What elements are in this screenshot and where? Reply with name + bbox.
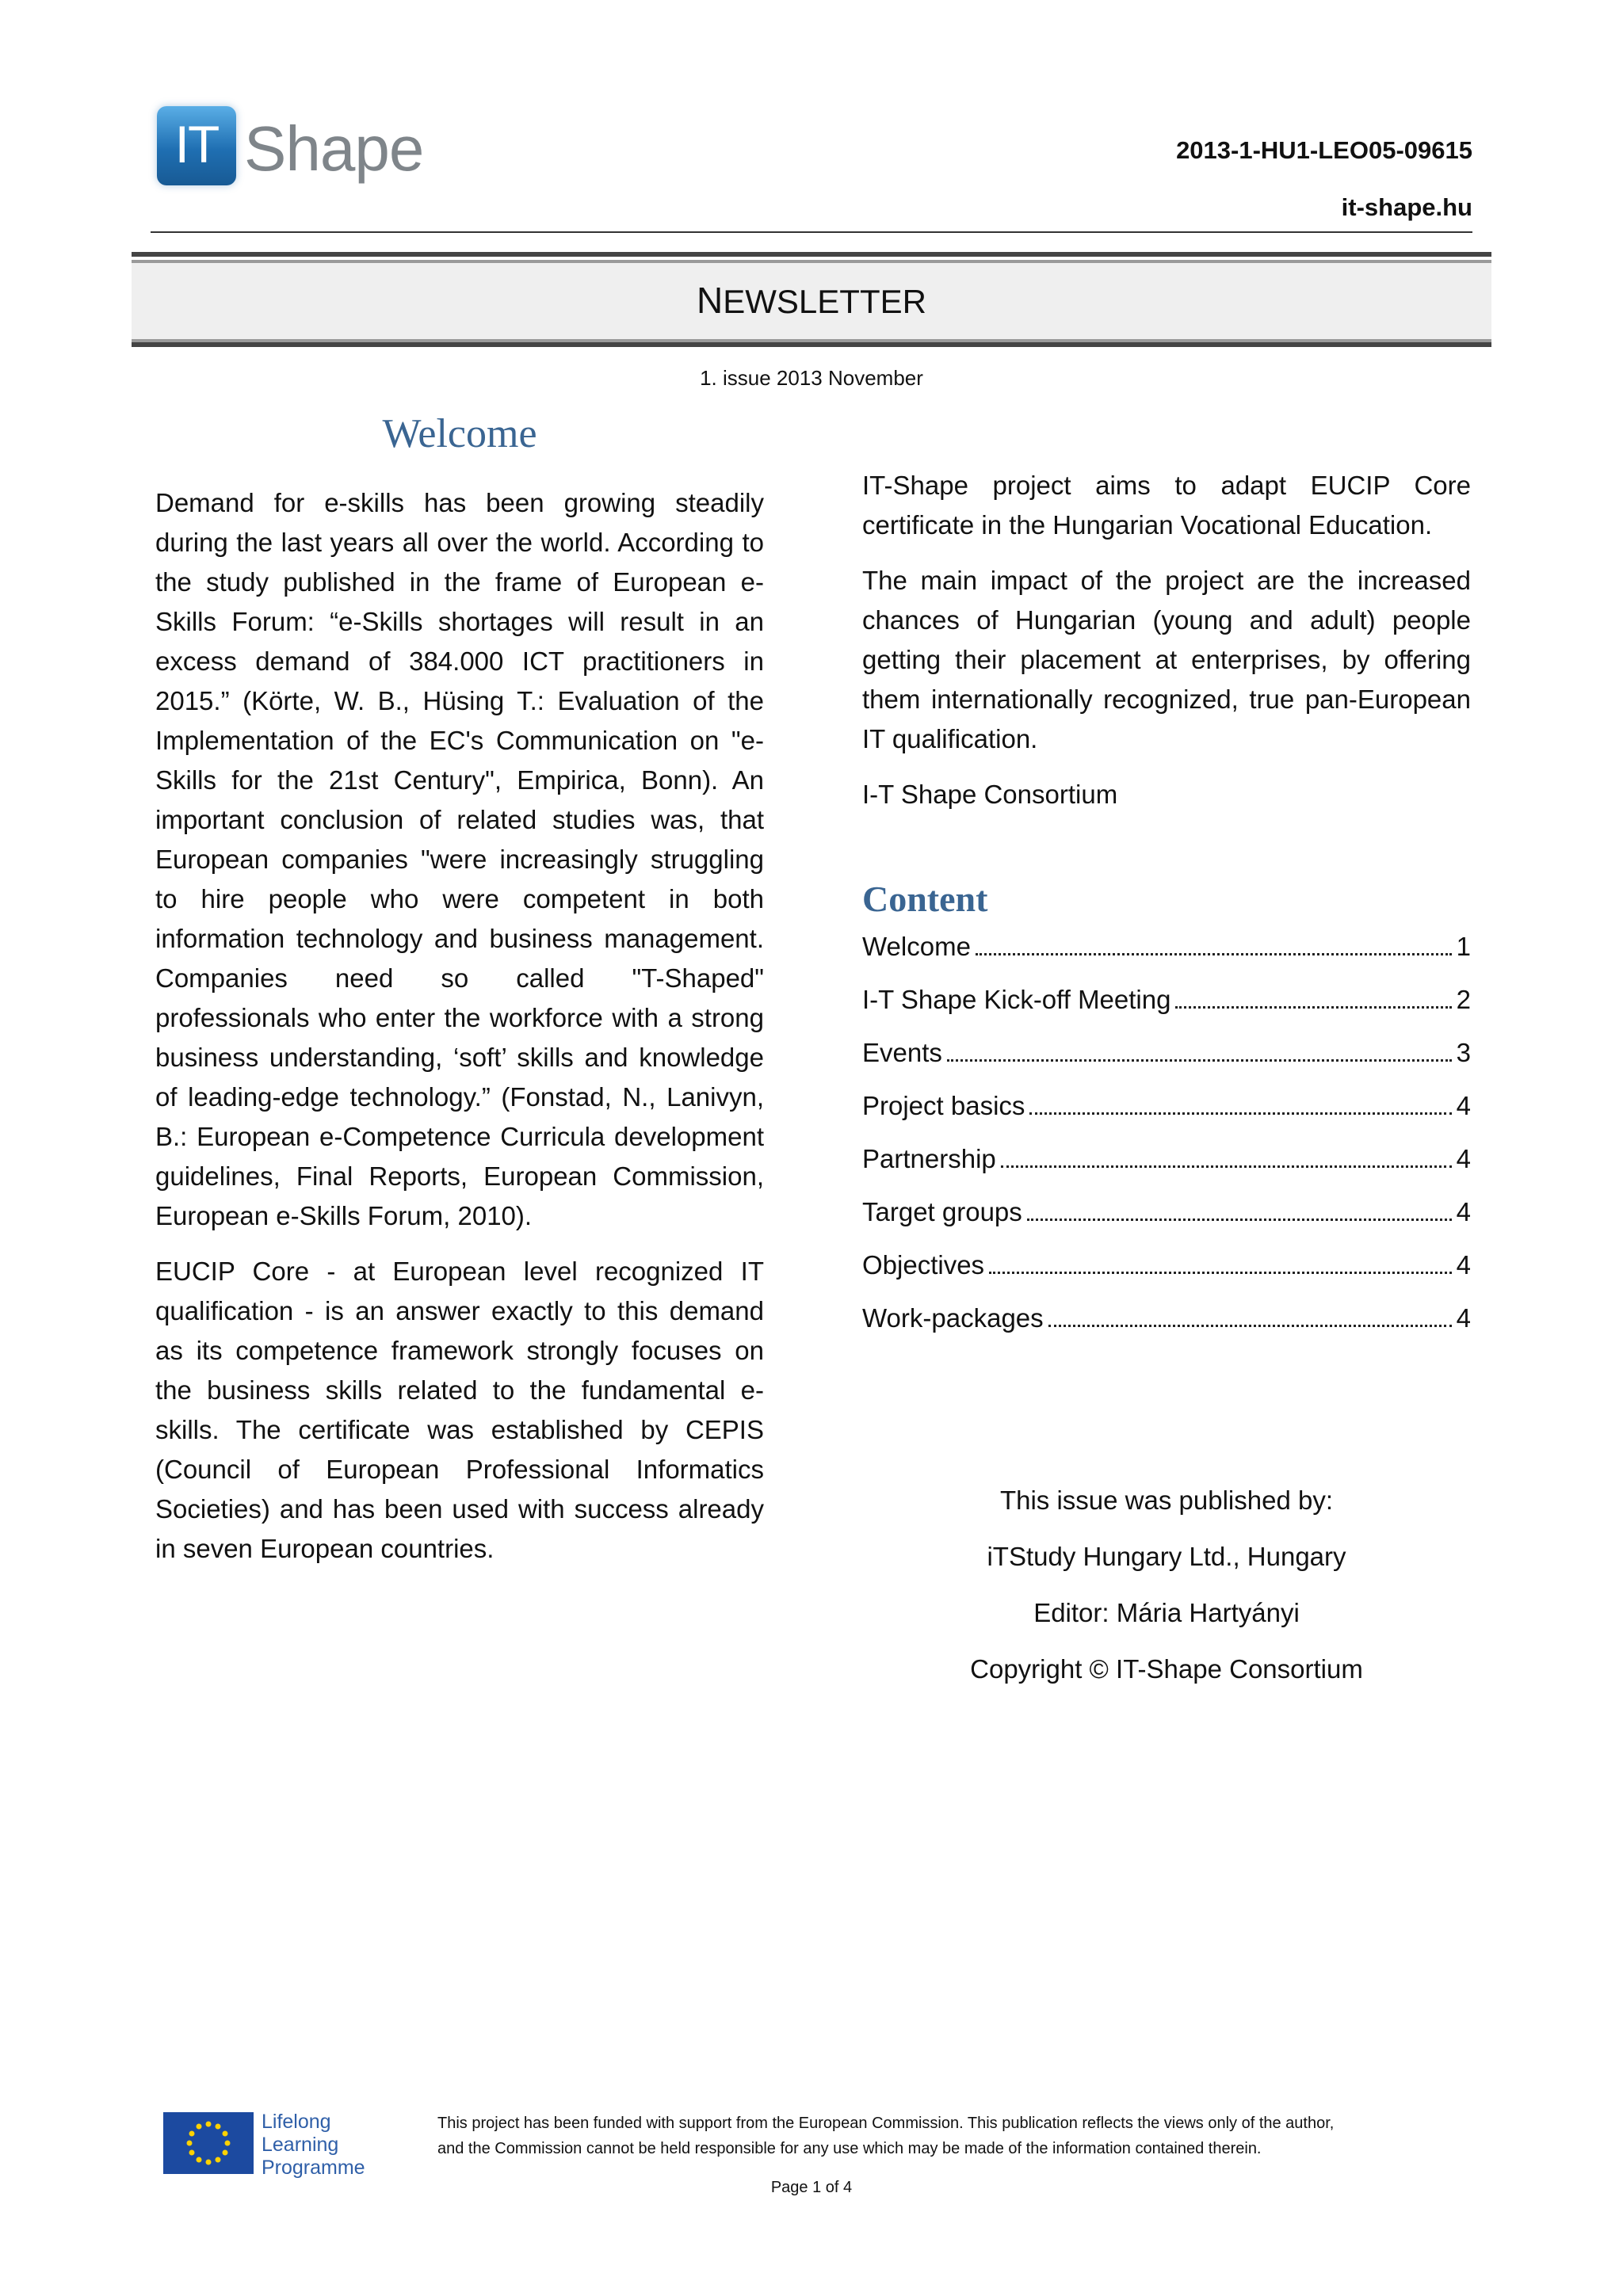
project-code: 2013-1-HU1-LEO05-09615 (1176, 136, 1472, 164)
toc-entry[interactable]: Target groups 4 (862, 1197, 1471, 1226)
intro-paragraph-1: IT-Shape project aims to adapt EUCIP Core certificate in the Hungarian Vocational Education. (862, 471, 1471, 540)
page-number: Page 1 of 4 (770, 2179, 853, 2196)
logo-word: Shape (244, 113, 424, 184)
toc-entry[interactable]: Project basics 4 (862, 1091, 1471, 1120)
eu-flag-icon (163, 2112, 254, 2174)
toc-entry[interactable]: Events 3 (862, 1038, 1471, 1067)
banner-border-bottom (132, 342, 1491, 347)
welcome-article (155, 483, 764, 1585)
consortium-signature: I-T Shape Consortium (862, 780, 1118, 809)
newsletter-title: NEWSLETTER (697, 280, 926, 321)
welcome-paragraph-2: EUCIP Core - at European level recognized IT qualification - is an answer exactly to this demand as its competence framework strongly focuses on the business skills related to the fundamental e-skills. The certificate was established by CEPIS (Council of European Professional Informatics Societies) and has been used with success already in seven European countries. (155, 1257, 764, 1563)
publisher-info (862, 1472, 1471, 1697)
it-shape-logo (151, 101, 424, 196)
content-heading: Content (862, 879, 988, 919)
programme-name: Lifelong Learning Programme (262, 2111, 365, 2179)
toc-entry[interactable]: I-T Shape Kick-off Meeting 2 (862, 985, 1471, 1014)
table-of-contents (862, 932, 1471, 1356)
welcome-heading: Welcome (382, 411, 537, 456)
intro-paragraph-2: The main impact of the project are the increased chances of Hungarian (young and adult) people getting their placement at enterprises, by offering them internationally recognized, true pan-European IT qualification. (862, 566, 1471, 753)
publisher-line-1: This issue was published by: (999, 1486, 1334, 1515)
publisher-line-2: iTStudy Hungary Ltd., Hungary (987, 1542, 1346, 1571)
funding-disclaimer: This project has been funded with support from the European Commission. This publication reflects the views only of the author, and the Commission cannot be held responsible for any use which may be made of the information contained therein. (437, 2115, 1335, 2157)
welcome-paragraph-1: Demand for e-skills has been growing steadily during the last years all over the world. According to the study published in the frame of European e-Skills Forum: “e-Skills shortages will result in an excess demand of 384.000 ICT practitioners in 2015.” (Körte, W. B., Hüsing T.: Evaluation of the Implementation of the EC's Communication on "e-Skills for the 21st Century", Empirica, Bonn). An important conclusion of related studies was, that European companies "were increasingly struggling to hire people who were competent in both information technology and business management. Companies need so called "T-Shaped" professionals who enter the workforce with a strong business understanding, ‘soft’ skills and knowledge of leading-edge technology.” (Fonstad, N., Lanivyn, B.: European e-Competence Curricula development guidelines, Final Reports, European Commission, European e-Skills Forum, 2010). (155, 488, 764, 1230)
logo-mark (157, 106, 236, 185)
toc-entry[interactable]: Partnership 4 (862, 1144, 1471, 1173)
toc-entry[interactable]: Work-packages 4 (862, 1303, 1471, 1333)
website-url: it-shape.hu (1341, 193, 1472, 221)
publisher-editor: Editor: Mária Hartyányi (1033, 1598, 1300, 1627)
header-rule (151, 231, 1472, 233)
publisher-copyright: Copyright © IT-Shape Consortium (970, 1654, 1363, 1684)
issue-line: 1. issue 2013 November (700, 366, 923, 390)
toc-entry[interactable]: Welcome 1 (862, 932, 1471, 961)
toc-entry[interactable]: Objectives 4 (862, 1250, 1471, 1280)
logo-it-text: IT (174, 115, 219, 174)
lifelong-learning-logo (163, 2111, 369, 2179)
project-intro (862, 466, 1471, 830)
banner-border-top (132, 252, 1491, 257)
